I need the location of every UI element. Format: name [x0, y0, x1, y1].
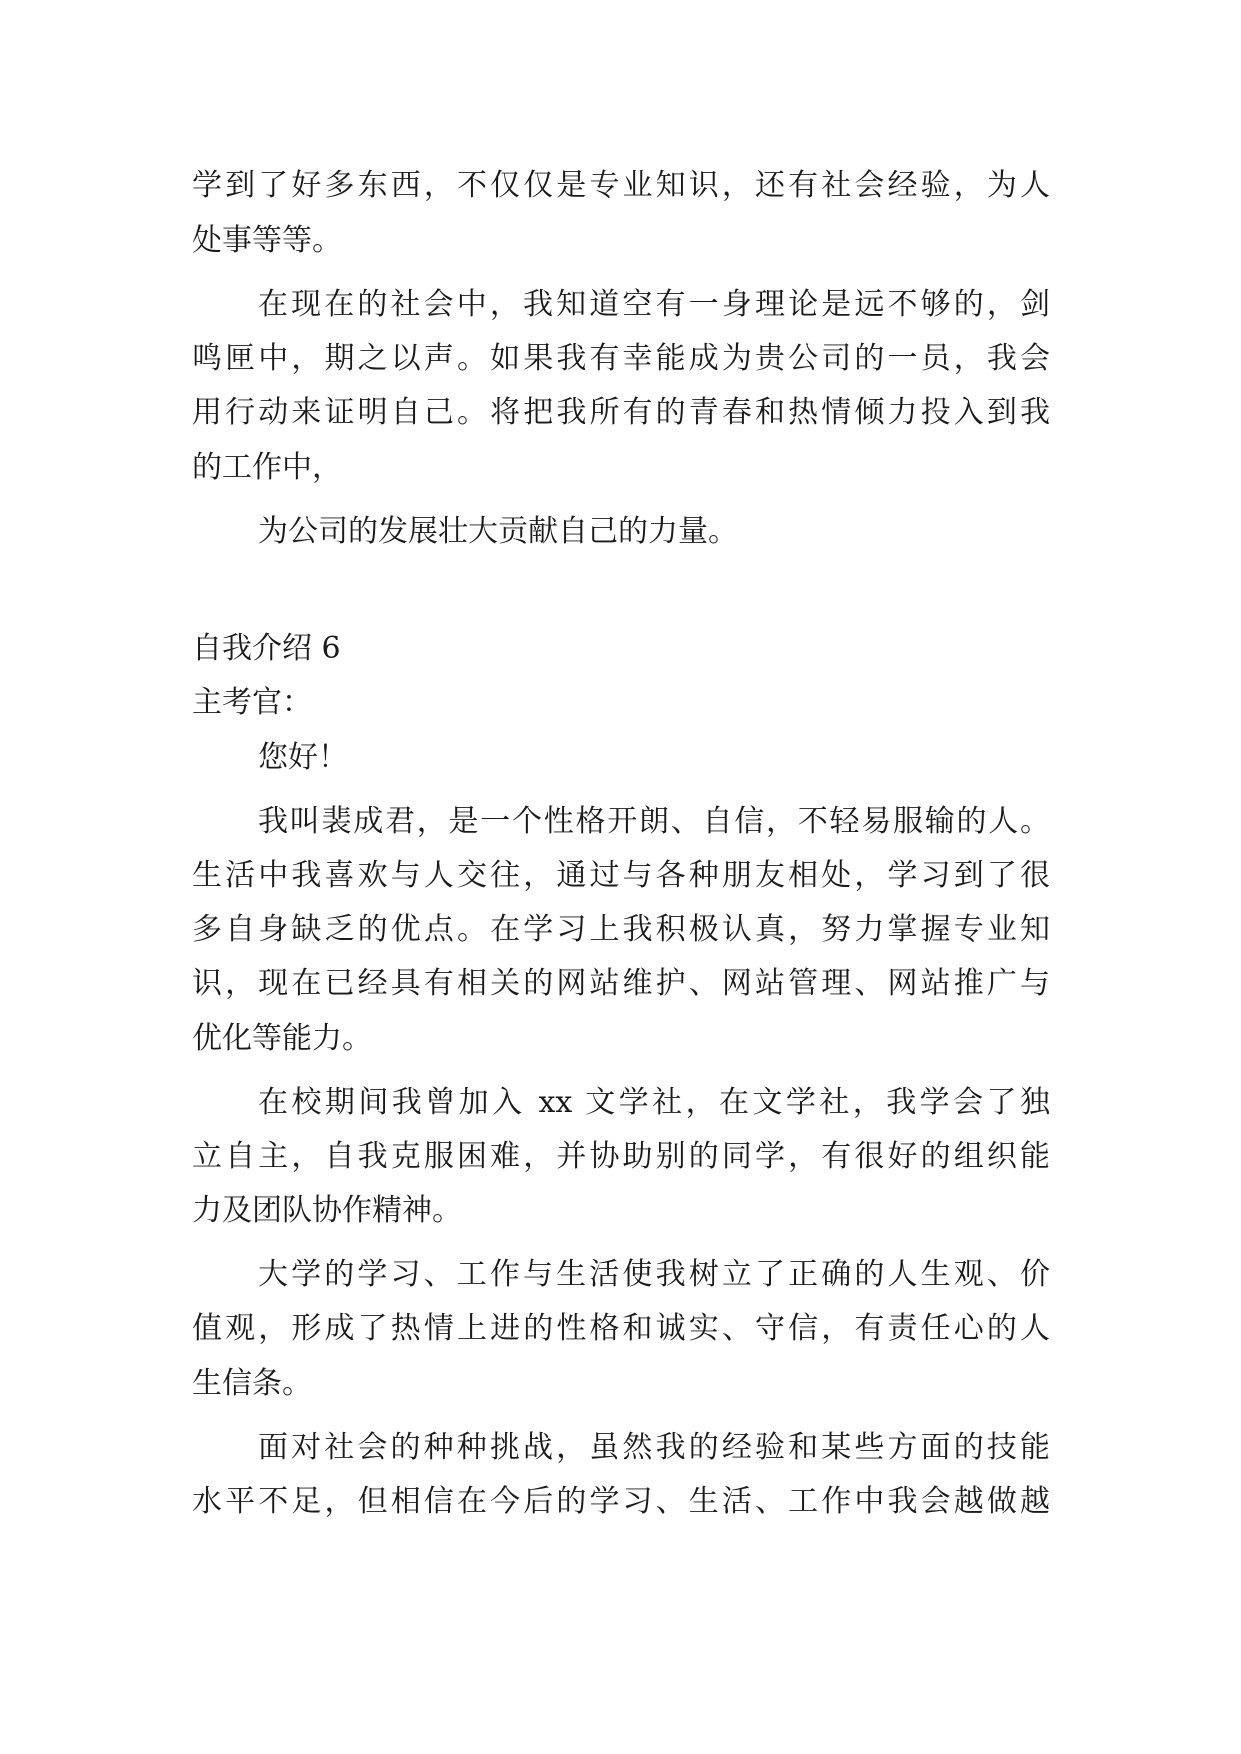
paragraph-line: 生信条。 [192, 1366, 312, 1401]
paragraph-line: 生活中我喜欢与人交往，通过与各种朋友相处，学习到了很 [192, 858, 1050, 893]
paragraph-line: 的工作中， [192, 450, 342, 485]
paragraph-line: 大学的学习、工作与生活使我树立了正确的人生观、价 [258, 1257, 1050, 1292]
salutation: 主考官： [192, 685, 312, 720]
paragraph-line: 立自主，自我克服困难，并协助别的同学，有很好的组织能 [192, 1139, 1050, 1174]
paragraph-line: 为公司的发展壮大贡献自己的力量。 [258, 514, 738, 549]
paragraph-line: 在校期间我曾加入 xx 文学社，在文学社，我学会了独 [258, 1085, 1050, 1120]
paragraph-line: 在现在的社会中，我知道空有一身理论是远不够的，剑 [258, 287, 1050, 322]
paragraph-line: 我叫裴成君，是一个性格开朗、自信，不轻易服输的人。 [258, 804, 1050, 839]
paragraph-line: 优化等能力。 [192, 1021, 372, 1056]
paragraph-line: 学到了好多东西，不仅仅是专业知识，还有社会经验，为人 [192, 168, 1050, 203]
paragraph-line: 值观，形成了热情上进的性格和诚实、守信，有责任心的人 [192, 1311, 1050, 1346]
paragraph-line: 用行动来证明自己。将把我所有的青春和热情倾力投入到我 [192, 395, 1050, 430]
paragraph-line: 处事等等。 [192, 223, 342, 258]
paragraph-line: 力及团队协作精神。 [192, 1193, 462, 1228]
paragraph-line: 识，现在已经具有相关的网站维护、网站管理、网站推广与 [192, 966, 1050, 1001]
paragraph-line: 面对社会的种种挑战，虽然我的经验和某些方面的技能 [258, 1430, 1050, 1465]
paragraph-line: 水平不足，但相信在今后的学习、生活、工作中我会越做越 [192, 1484, 1050, 1519]
greeting: 您好！ [258, 740, 348, 775]
section-heading: 自我介绍 6 [192, 631, 341, 666]
paragraph-line: 鸣匣中，期之以声。如果我有幸能成为贵公司的一员，我会 [192, 341, 1050, 376]
paragraph-line: 多自身缺乏的优点。在学习上我积极认真，努力掌握专业知 [192, 912, 1050, 947]
